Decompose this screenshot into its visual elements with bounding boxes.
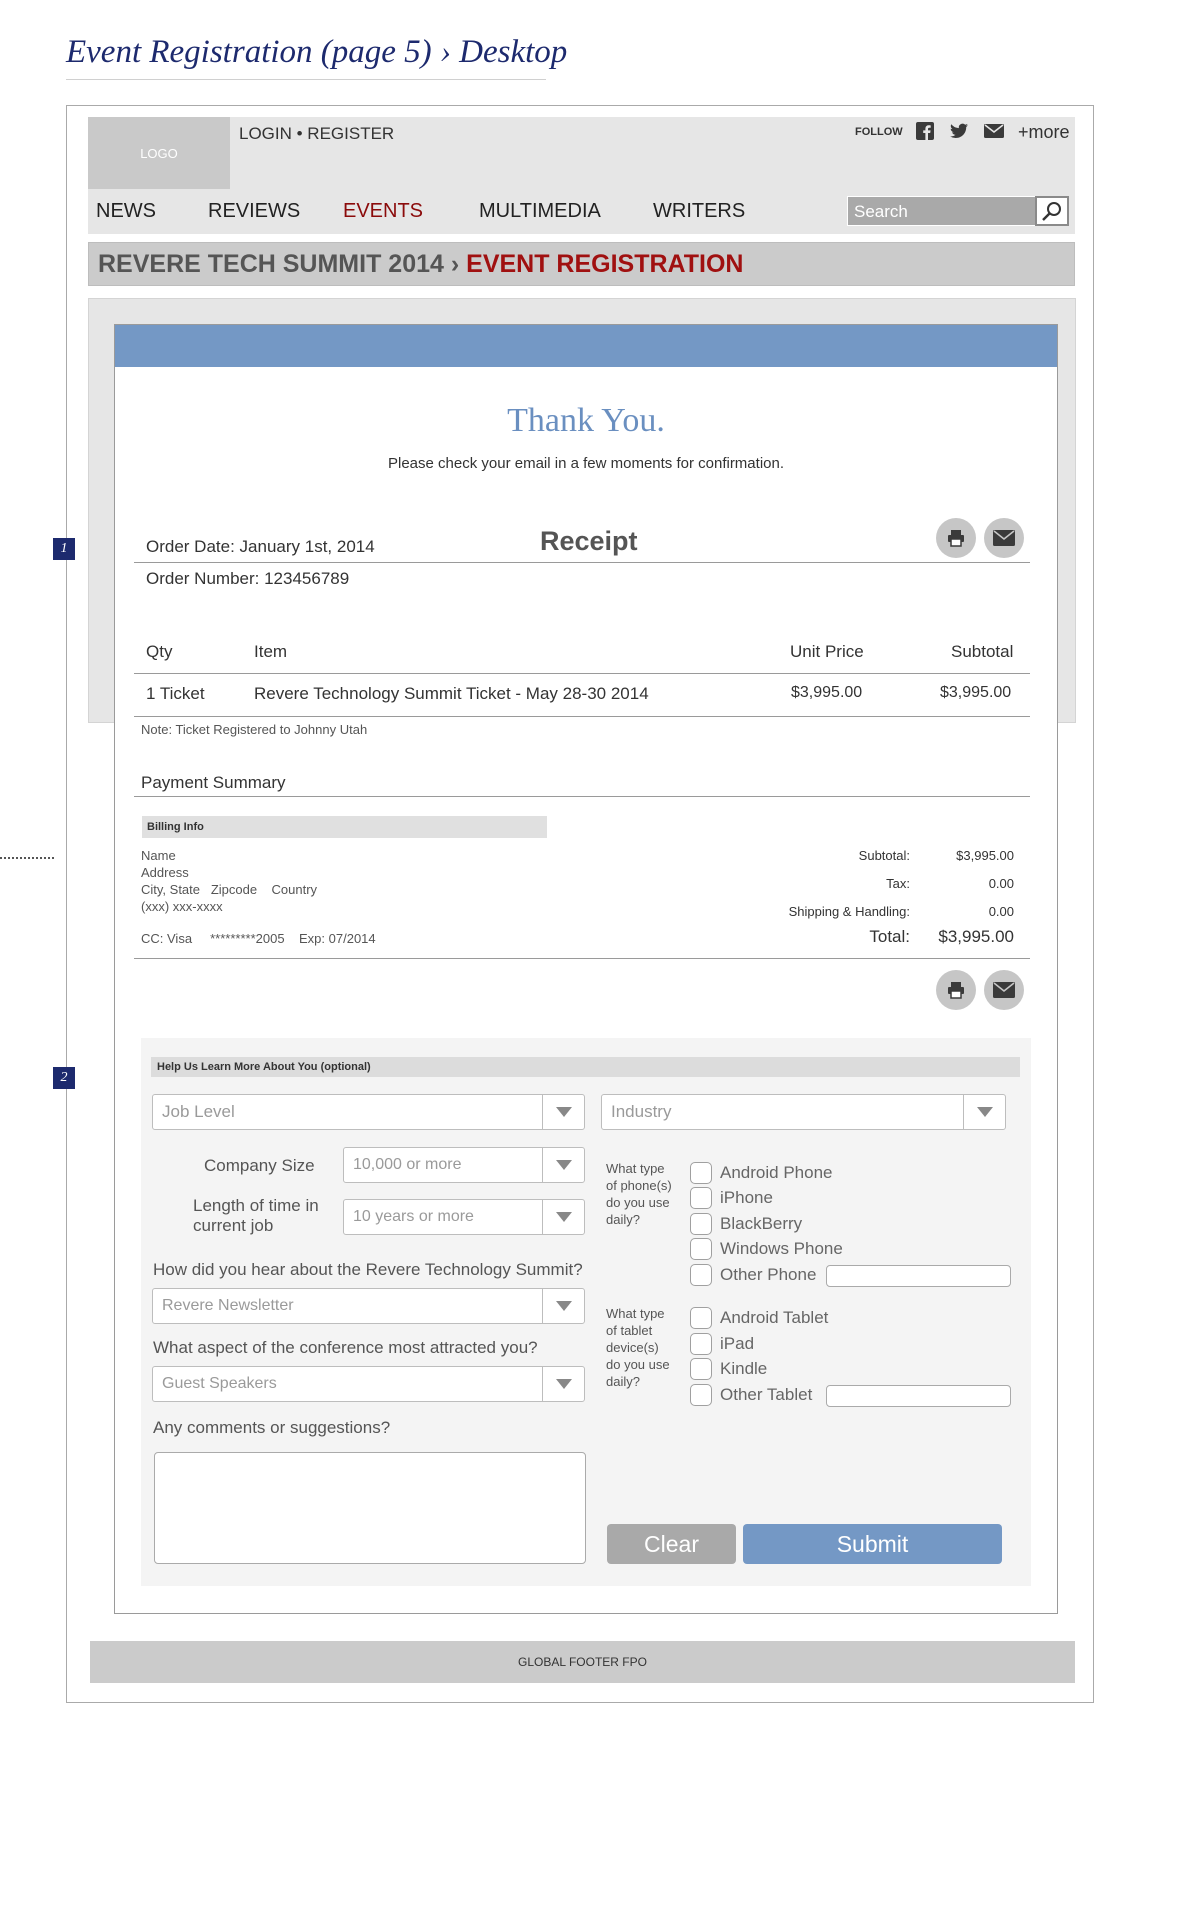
tablet-question-line: do you use xyxy=(606,1357,670,1372)
company-size-label: Company Size xyxy=(204,1156,315,1175)
thank-you-title: Thank You. xyxy=(507,402,665,439)
tablet-question-line: What type xyxy=(606,1306,665,1321)
phone-question-line: of phone(s) xyxy=(606,1178,672,1193)
print-button-bottom[interactable] xyxy=(936,970,976,1010)
shipping-label: Shipping & Handling: xyxy=(788,904,910,919)
total-label: Total: xyxy=(869,927,910,946)
subtotal-label: Subtotal: xyxy=(858,848,910,863)
print-icon xyxy=(946,980,966,1000)
phone-question-line: What type xyxy=(606,1161,665,1176)
section-name: EVENT REGISTRATION xyxy=(466,250,744,278)
order-date: Order Date: January 1st, 2014 xyxy=(146,537,375,556)
time-in-job-select[interactable] xyxy=(343,1199,585,1235)
hear-about-value: Revere Newsletter xyxy=(162,1297,294,1314)
label-ipad: iPad xyxy=(720,1334,755,1353)
survey-title: Help Us Learn More About You (optional) xyxy=(151,1057,1020,1077)
checkbox-kindle[interactable] xyxy=(690,1358,712,1380)
hear-about-select[interactable] xyxy=(152,1288,585,1324)
login-register-link[interactable]: LOGIN • REGISTER xyxy=(239,124,395,143)
nav-reviews[interactable]: REVIEWS xyxy=(208,200,301,222)
summary-divider xyxy=(134,958,1030,959)
label-other-phone: Other Phone xyxy=(720,1265,817,1284)
checkbox-android-tablet[interactable] xyxy=(690,1307,712,1329)
company-size-value: 10,000 or more xyxy=(353,1156,462,1173)
label-blackberry: BlackBerry xyxy=(720,1214,803,1233)
industry-select[interactable] xyxy=(601,1094,1006,1130)
receipt-divider xyxy=(134,562,1030,563)
global-footer: GLOBAL FOOTER FPO xyxy=(90,1641,1075,1683)
other-tablet-input[interactable] xyxy=(826,1385,1011,1407)
more-link[interactable]: +more xyxy=(1018,122,1070,142)
billing-info-header: Billing Info xyxy=(142,816,547,838)
checkbox-blackberry[interactable] xyxy=(690,1213,712,1235)
email-receipt-button[interactable] xyxy=(984,518,1024,558)
label-android-phone: Android Phone xyxy=(720,1163,833,1182)
other-phone-input[interactable] xyxy=(826,1265,1011,1287)
chevron-down-icon xyxy=(542,1289,584,1323)
time-in-job-value: 10 years or more xyxy=(353,1208,474,1225)
twitter-icon[interactable] xyxy=(949,122,969,140)
checkbox-windows-phone[interactable] xyxy=(690,1238,712,1260)
billing-address: Address xyxy=(141,865,189,880)
chevron-down-icon xyxy=(542,1095,584,1129)
chevron-down-icon xyxy=(542,1367,584,1401)
checkbox-ipad[interactable] xyxy=(690,1333,712,1355)
tax-value: 0.00 xyxy=(988,876,1014,891)
job-level-select[interactable] xyxy=(152,1094,585,1130)
receipt-title: Receipt xyxy=(540,526,638,556)
print-button[interactable] xyxy=(936,518,976,558)
label-android-tablet: Android Tablet xyxy=(720,1308,829,1327)
email-receipt-button-bottom[interactable] xyxy=(984,970,1024,1010)
label-other-tablet: Other Tablet xyxy=(720,1385,813,1404)
payment-divider xyxy=(134,796,1030,797)
tax-label: Tax: xyxy=(886,876,910,891)
row-unit-price: $3,995.00 xyxy=(791,684,863,701)
heading-divider xyxy=(66,79,546,80)
job-level-value: Job Level xyxy=(162,1102,235,1121)
checkbox-android-phone[interactable] xyxy=(690,1162,712,1184)
row-item: Revere Technology Summit Ticket - May 28-30 2014 xyxy=(254,684,649,703)
company-size-select[interactable] xyxy=(343,1147,585,1183)
tablet-question-line: of tablet xyxy=(606,1323,653,1338)
page-title xyxy=(98,250,743,279)
search-input[interactable]: Search xyxy=(847,196,1067,226)
comments-label: Any comments or suggestions? xyxy=(153,1418,391,1437)
checkbox-other-phone[interactable] xyxy=(690,1264,712,1286)
checkbox-iphone[interactable] xyxy=(690,1187,712,1209)
search-icon xyxy=(1041,200,1063,222)
hear-question: How did you hear about the Revere Technology Summit? xyxy=(153,1260,583,1279)
submit-button[interactable]: Submit xyxy=(743,1524,1002,1564)
chevron-down-icon xyxy=(542,1200,584,1234)
tablet-question-line: daily? xyxy=(606,1374,640,1389)
phone-question-line: do you use xyxy=(606,1195,670,1210)
time-in-job-label-line2: current job xyxy=(193,1216,274,1235)
annotation-leader xyxy=(0,857,54,859)
follow-label: FOLLOW xyxy=(855,126,903,138)
time-in-job-label-line1: Length of time in xyxy=(193,1196,319,1215)
phone-question xyxy=(606,1160,672,1228)
email-icon[interactable] xyxy=(984,122,1004,140)
billing-phone: (xxx) xxx-xxxx xyxy=(141,899,223,914)
payment-summary-title: Payment Summary xyxy=(141,773,286,792)
label-kindle: Kindle xyxy=(720,1359,768,1378)
col-unit-price: Unit Price xyxy=(790,642,864,661)
aspect-question: What aspect of the conference most attracted you? xyxy=(153,1338,538,1357)
tablet-question xyxy=(606,1305,670,1390)
billing-name: Name xyxy=(141,848,176,863)
billing-card: CC: Visa *********2005 Exp: 07/2014 xyxy=(141,931,376,946)
aspect-select[interactable] xyxy=(152,1366,585,1402)
logo[interactable]: LOGO xyxy=(88,117,230,189)
print-icon xyxy=(946,528,966,548)
envelope-icon xyxy=(993,982,1015,998)
label-iphone: iPhone xyxy=(720,1188,773,1207)
annotation-marker-2: 2 xyxy=(53,1067,75,1089)
checkbox-other-tablet[interactable] xyxy=(690,1384,712,1406)
row-qty: 1 Ticket xyxy=(146,684,205,703)
total-value: $3,995.00 xyxy=(938,927,1014,946)
page-heading: Event Registration (page 5) › Desktop xyxy=(66,34,568,70)
facebook-icon[interactable] xyxy=(916,122,934,140)
nav-multimedia[interactable]: MULTIMEDIA xyxy=(479,200,601,222)
aspect-value: Guest Speakers xyxy=(162,1375,277,1392)
phone-question-line: daily? xyxy=(606,1212,640,1227)
subtotal-value: $3,995.00 xyxy=(956,848,1014,863)
card-header-bar xyxy=(115,325,1057,367)
row-subtotal: $3,995.00 xyxy=(940,684,1012,701)
ticket-note: Note: Ticket Registered to Johnny Utah xyxy=(141,722,368,737)
col-subtotal: Subtotal xyxy=(951,642,1014,661)
col-qty: Qty xyxy=(146,642,173,661)
nav-news[interactable]: NEWS xyxy=(96,200,156,222)
event-name: REVERE TECH SUMMIT 2014 xyxy=(98,250,444,278)
label-windows-phone: Windows Phone xyxy=(720,1239,843,1258)
industry-value: Industry xyxy=(611,1102,672,1121)
nav-events[interactable]: EVENTS xyxy=(343,200,424,222)
comments-textarea[interactable] xyxy=(154,1452,586,1564)
billing-city: City, State Zipcode Country xyxy=(141,882,318,897)
confirmation-message: Please check your email in a few moments for confirmation. xyxy=(388,455,784,472)
search-button[interactable] xyxy=(1035,196,1069,226)
annotation-marker-1: 1 xyxy=(53,538,75,560)
clear-button[interactable]: Clear xyxy=(607,1524,736,1564)
tablet-question-line: device(s) xyxy=(606,1340,659,1355)
chevron-down-icon xyxy=(963,1095,1005,1129)
shipping-value: 0.00 xyxy=(988,904,1014,919)
title-separator: › xyxy=(443,250,467,278)
chevron-down-icon xyxy=(542,1148,584,1182)
table-row-divider xyxy=(134,716,1030,717)
envelope-icon xyxy=(993,530,1015,546)
nav-writers[interactable]: WRITERS xyxy=(653,200,746,222)
order-number: Order Number: 123456789 xyxy=(146,569,350,588)
table-header-divider xyxy=(134,673,1030,674)
col-item: Item xyxy=(254,642,288,661)
